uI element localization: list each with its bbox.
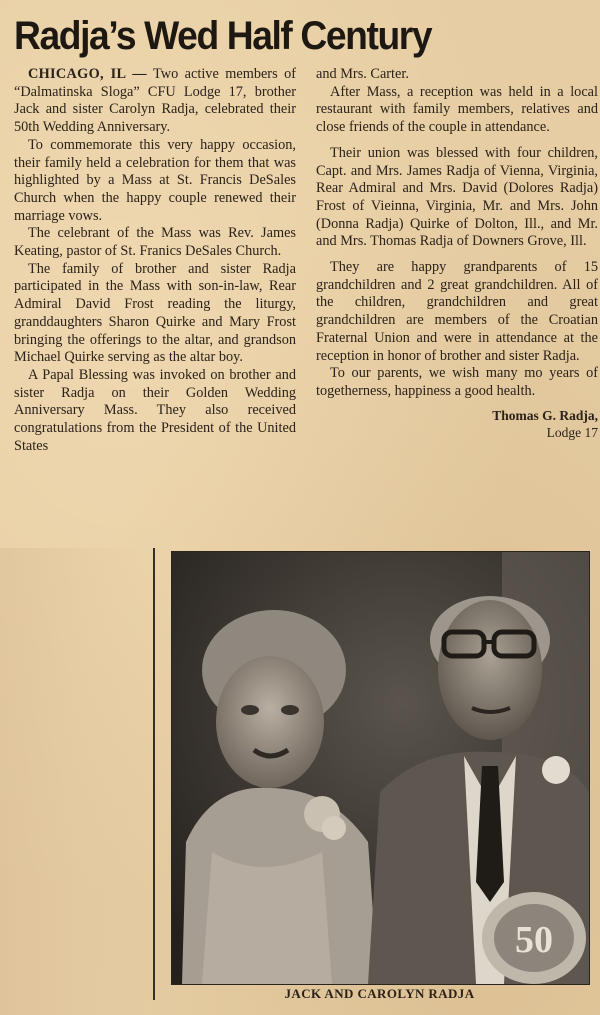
clipping-edge-shade [0,548,150,1015]
headline: Radja’s Wed Half Century [14,14,432,58]
paragraph-5: A Papal Blessing was invoked on brother and sister Radja on their Golden Wedding Anniversary Mass. They also received congratulations from the President of the United States [14,366,296,454]
signature-lodge: Lodge 17 [546,424,598,440]
article-column-2 [316,66,598,441]
article-column-1 [14,66,296,455]
paragraph-1: Two active members of “Dalmatinska Sloga” CFU Lodge 17, brother Jack and sister Carolyn Radja, celebrated their 50th Wedding Anniversary. [14,66,296,136]
signature [316,407,598,441]
dateline: CHICAGO, IL — [28,66,147,82]
paragraph-grandchildren: They are happy grandparents of 15 grandchildren and 2 great grandchildren. All of the children, grandchildren and great grandchildren are members of the Croatian Fraternal Union and were in attendance at the reception in honor of brother and sister Radja. [316,259,598,364]
paragraph-reception: After Mass, a reception was held in a local restaurant with family members, relatives and close friends of the couple in attendance. [316,83,598,136]
paragraph-children: Their union was blessed with four children, Capt. and Mrs. James Radja of Vienna, Virginia, Rear Admiral and Mrs. David (Dolores Radja) Frost of Vieinna, Virginia, Mr. and Mrs. John (Donna Radja) Quirke of Dolton, Ill., and Mr. and Mrs. Thomas Radja of Downers Grove, Ill. [316,144,598,250]
paragraph-3: The celebrant of the Mass was Rev. James Keating, pastor of St. Franics DeSales Church. [14,225,296,260]
paragraph-4: The family of brother and sister Radja participated in the Mass with son-in-law, Rear Admiral David Frost reading the liturgy, granddaughters Sharon Quirke and Mary Frost bringing the offerings to the altar, and grandson Michael Quirke serving as the altar boy. [14,260,296,366]
couple-photo [171,551,590,985]
paragraph-wishes: To our parents, we wish many mo years of togetherness, happiness a good health. [316,365,598,399]
cake-number: 50 [515,919,553,961]
paragraph-continued: and Mrs. Carter. [316,66,409,82]
couple-photo-illustration [172,552,589,984]
paragraph-2: To commemorate this very happy occasion, their family held a celebration for them that was highlighted by a Mass at St. Francis DeSales Church when the happy couple renewed their marriage vows. [14,136,296,224]
signature-name: Thomas G. Radja, [492,407,598,423]
column-rule [153,548,155,1000]
photo-caption: JACK AND CAROLYN RADJA [284,986,475,1001]
